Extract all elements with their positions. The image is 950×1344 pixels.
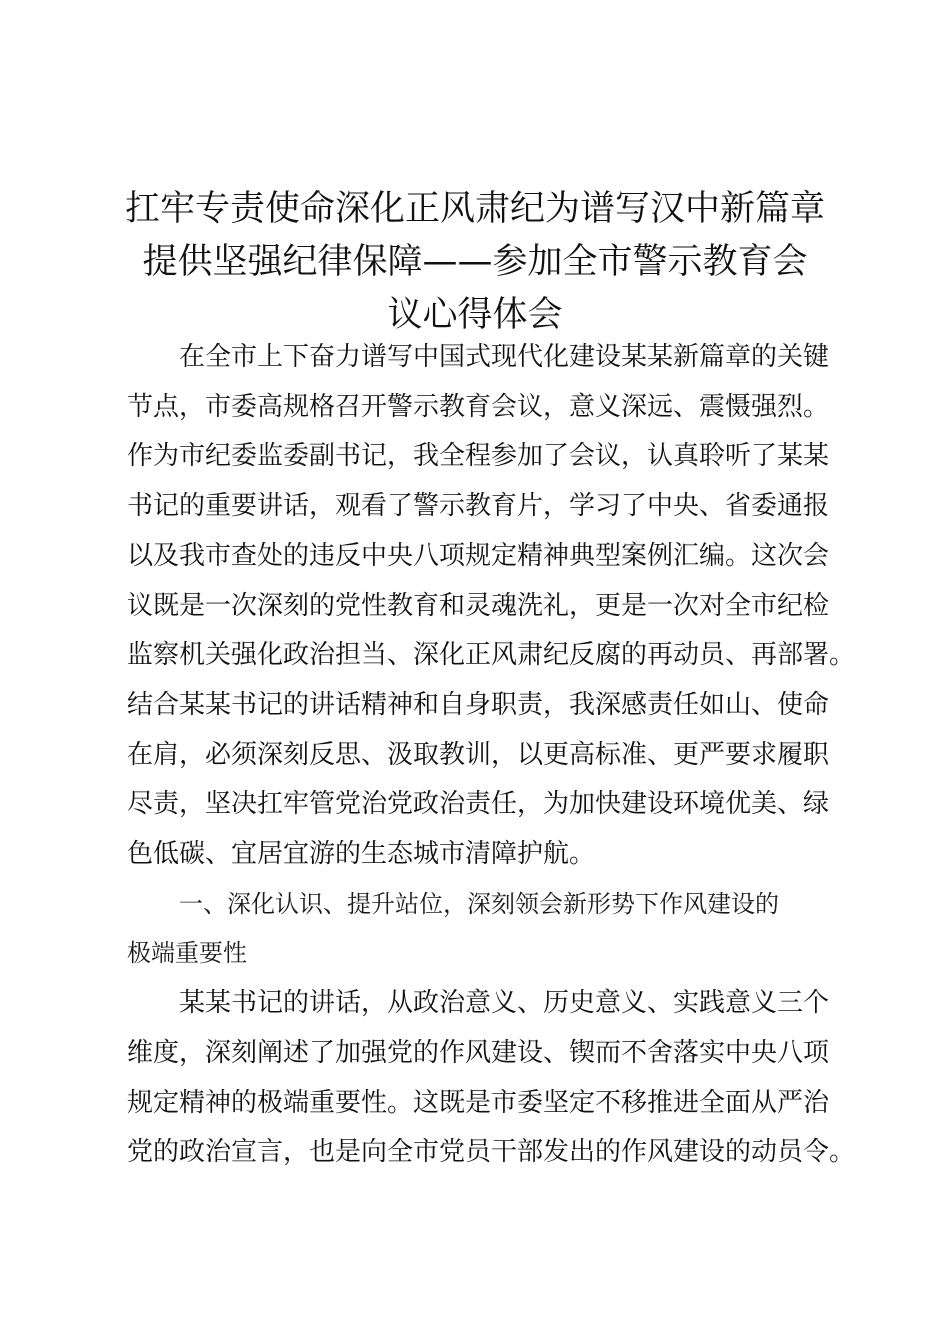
paragraph-line: 在全市上下奋力谱写中国式现代化建设某某新篇章的关键	[179, 342, 830, 372]
heading-line: 一、深化认识、提升站位，深刻领会新形势下作风建设的	[179, 889, 779, 918]
paragraph-line: 议既是一次深刻的党性教育和灵魂洗礼，更是一次对全市纪检	[127, 590, 830, 621]
heading-line: 极端重要性	[127, 939, 247, 968]
paragraph-line: 监察机关强化政治担当、深化正风肃纪反腐的再动员、再部署。	[127, 640, 856, 671]
intro-paragraph	[127, 333, 856, 880]
section-paragraph	[127, 979, 856, 1178]
paragraph-line: 在肩，必须深刻反思、汲取教训，以更高标准、更严要求履职	[127, 739, 830, 770]
title-line: 扛牢专责使命深化正风肃纪为谱写汉中新篇章	[124, 189, 825, 229]
section-heading	[127, 880, 833, 979]
paragraph-line: 色低碳、宜居宜游的生态城市清障护航。	[127, 839, 596, 870]
paragraph-line: 作为市纪委监委副书记，我全程参加了会议，认真聆听了某某	[127, 441, 830, 472]
title-line: 议心得体会	[387, 295, 563, 335]
document-body	[127, 333, 856, 1178]
paragraph-line: 书记的重要讲话，观看了警示教育片，学习了中央、省委通报	[127, 491, 830, 522]
paragraph-line: 党的政治宣言，也是向全市党员干部发出的作风建设的动员令。	[127, 1137, 856, 1168]
paragraph-line: 节点，市委高规格召开警示教育会议，意义深远、震慑强烈。	[127, 391, 830, 422]
paragraph-line: 维度，深刻阐述了加强党的作风建设、锲而不舍落实中央八项	[127, 1037, 830, 1068]
paragraph-line: 某某书记的讲话，从政治意义、历史意义、实践意义三个	[179, 988, 830, 1019]
document-title	[120, 183, 830, 342]
paragraph-line: 尽责，坚决扛牢管党治党政治责任，为加快建设环境优美、绿	[127, 789, 830, 820]
paragraph-line: 规定精神的极端重要性。这既是市委坚定不移推进全面从严治	[127, 1087, 830, 1118]
title-line: 提供坚强纪律保障——参加全市警示教育会	[142, 242, 808, 282]
paragraph-line: 结合某某书记的讲话精神和自身职责，我深感责任如山、使命	[127, 689, 830, 720]
paragraph-line: 以及我市查处的违反中央八项规定精神典型案例汇编。这次会	[127, 540, 830, 571]
